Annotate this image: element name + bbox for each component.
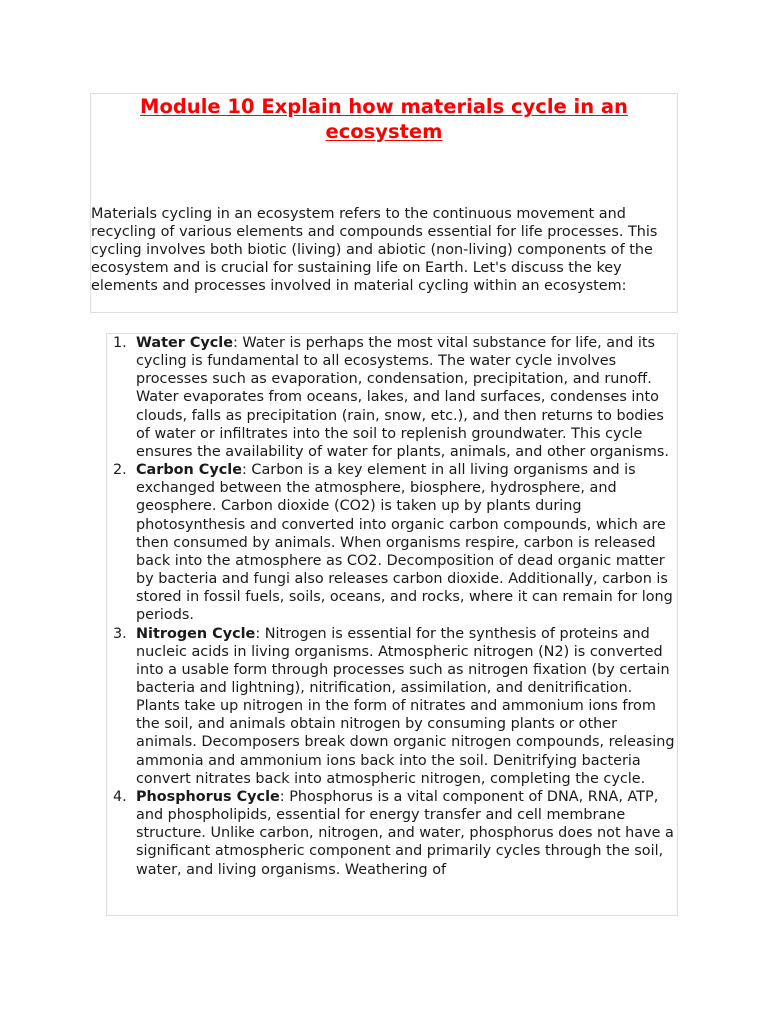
cycle-description: : Water is perhaps the most vital substance for life, and its cycling is fundamental to all ecosystems. The water cycle involves processes such as evaporation, condensation, precipitation, and runoff. Water evaporates from oceans, lakes, and land surfaces, condenses into clouds, falls as precipitation (rain, snow, etc.), and then returns to bodies of water or infiltrates into the soil to replenish groundwater. This cycle ensures the availability of water for plants, animals, and other organisms. — [136, 335, 669, 460]
list-number: 3. — [113, 625, 127, 642]
list-item-carbon-cycle — [107, 461, 677, 624]
cycle-term: Water Cycle — [136, 335, 233, 351]
cycle-description: : Carbon is a key element in all living organisms and is exchanged between the atmosphere, biosphere, hydrosphere, and geosphere. Carbon dioxide (CO2) is taken up by plants during photosynthesis and converted into organic carbon compounds, which are then consumed by animals. When organisms respire, carbon is released back into the atmosphere as CO2. Decomposition of dead organic matter by bacteria and fungi also releases carbon dioxide. Additionally, carbon is stored in fossil fuels, soils, oceans, and rocks, where it can remain for long periods. — [136, 462, 673, 624]
cycle-description: : Nitrogen is essential for the synthesis of proteins and nucleic acids in living organisms. Atmospheric nitrogen (N2) is converted into a usable form through processes such as nitrogen fixation (by certain bacteria and lightning), nitrification, assimilation, and denitrification. Plants take up nitrogen in the form of nitrates and ammonium ions from the soil, and animals obtain nitrogen by consuming plants or other animals. Decomposers break down organic nitrogen compounds, releasing ammonia and ammonium ions back into the soil. Denitrifying bacteria convert nitrates back into atmospheric nitrogen, completing the cycle. — [136, 625, 675, 787]
list-number: 4. — [113, 788, 127, 805]
header-section — [90, 93, 678, 313]
cycle-term: Nitrogen Cycle — [136, 625, 256, 642]
list-item-water-cycle — [107, 334, 677, 461]
cycles-section — [106, 333, 678, 916]
intro-paragraph: Materials cycling in an ecosystem refers to the continuous movement and recycling of various elements and compounds essential for life processes. This cycling involves both biotic (living) and abiotic (non-living) components of the ecosystem and is crucial for sustaining life on Earth. Let's discuss the key elements and processes involved in material cycling within an ecosystem: — [91, 206, 658, 295]
page-title: Module 10 Explain how materials cycle in an ecosystem — [140, 95, 628, 143]
cycle-term: Carbon Cycle — [136, 462, 242, 479]
cycle-term: Phosphorus Cycle — [136, 788, 280, 805]
list-number: 1. — [113, 335, 127, 351]
list-number: 2. — [113, 462, 127, 479]
cycle-description: : Phosphorus is a vital component of DNA, RNA, ATP, and phospholipids, essential for energy transfer and cell membrane structure. Unlike carbon, nitrogen, and water, phosphorus does not have a significant atmospheric component and primarily cycles through the soil, water, and living organisms. Weathering of — [136, 788, 674, 878]
cycle-list — [107, 334, 677, 879]
list-item-phosphorus-cycle — [107, 788, 677, 879]
list-item-nitrogen-cycle — [107, 625, 677, 788]
